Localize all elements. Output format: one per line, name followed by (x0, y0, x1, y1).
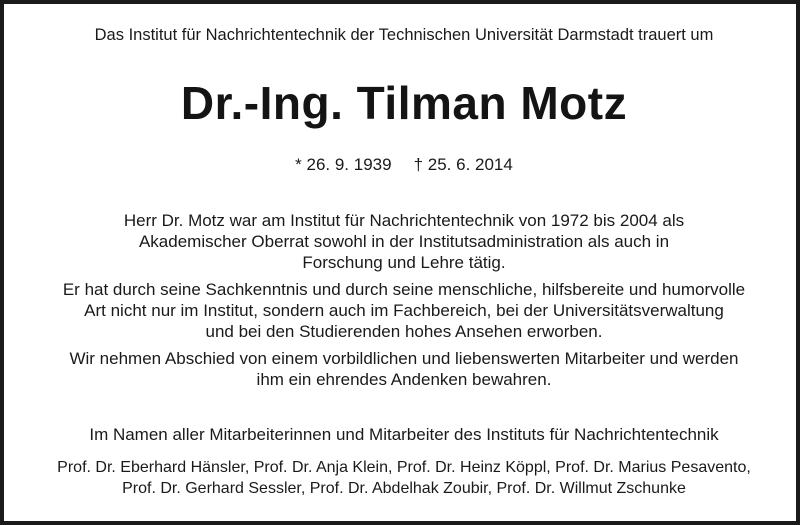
signatory-names: Prof. Dr. Gerhard Sessler, Prof. Dr. Abdelhak Zoubir, Prof. Dr. Willmut Zschunke (122, 480, 686, 497)
death-date: † 25. 6. 2014 (413, 155, 513, 174)
paragraph-line: Akademischer Oberrat sowohl in der Institutsadministration als auch in (138, 232, 670, 251)
paragraph-line: Wir nehmen Abschied von einem vorbildlichen und liebenswerten Mitarbeiter und werden (69, 349, 739, 368)
paragraph-line: und bei den Studierenden hohes Ansehen erworben. (205, 322, 603, 341)
paragraph-line: Er hat durch seine Sachkenntnis und durch seine menschliche, hilfsbereite und humorvolle (62, 280, 746, 299)
paragraph-line: Herr Dr. Motz war am Institut für Nachrichtentechnik von 1972 bis 2004 als (123, 211, 685, 230)
intro-text: Das Institut für Nachrichtentechnik der Technischen Universität Darmstadt trauert um (94, 26, 714, 44)
deceased-name: Dr.-Ing. Tilman Motz (180, 77, 628, 129)
birth-date: * 26. 9. 1939 (295, 155, 392, 174)
signature-line: Im Namen aller Mitarbeiterinnen und Mitarbeiter des Instituts für Nachrichtentechnik (89, 425, 719, 444)
paragraph-line: ihm ein ehrendes Andenken bewahren. (256, 370, 552, 389)
paragraph-line: Art nicht nur im Institut, sondern auch im Fachbereich, bei der Universitätsverwaltung (84, 301, 724, 320)
paragraph-line: Forschung und Lehre tätig. (302, 253, 506, 272)
life-dates (8, 154, 800, 176)
signatory-names: Prof. Dr. Eberhard Hänsler, Prof. Dr. Anja Klein, Prof. Dr. Heinz Köppl, Prof. Dr. Marius Pesavento, (57, 459, 751, 476)
